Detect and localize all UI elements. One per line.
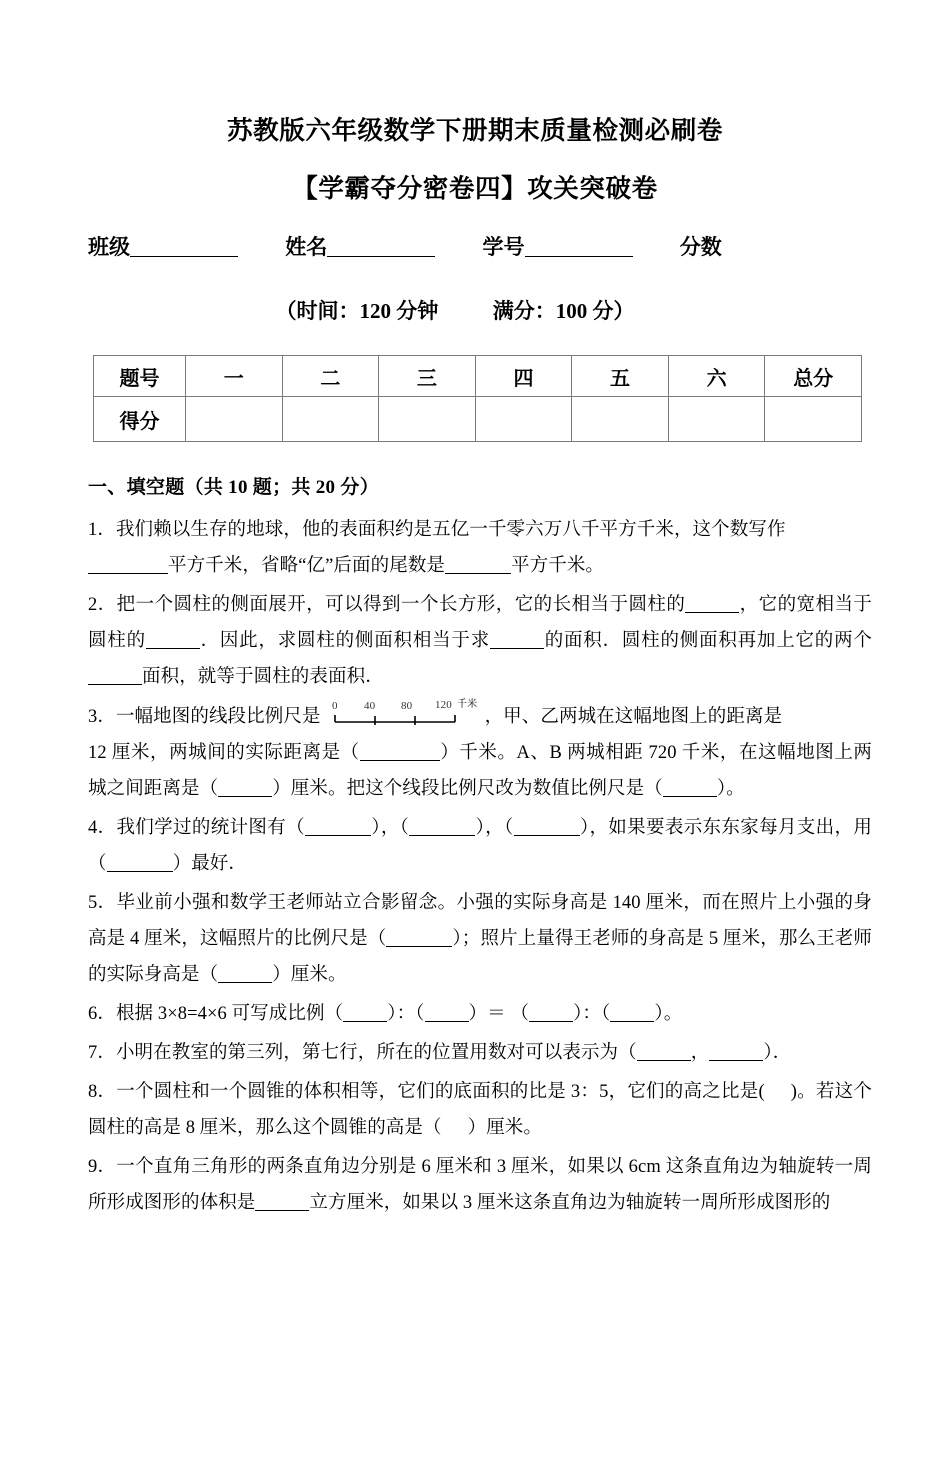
svg-text:0: 0 (331, 700, 338, 713)
score-table-col-6: 六 (668, 356, 765, 397)
score-table-col-total: 总分 (765, 356, 862, 397)
question-5-number: 5． (88, 893, 117, 914)
question-3-blank-1[interactable] (360, 760, 440, 761)
question-6-text-2: ）：（ (387, 1004, 425, 1025)
page-title: 苏教版六年级数学下册期末质量检测必刷卷 (227, 116, 723, 145)
question-3 (88, 698, 872, 807)
question-7-text-1: 小明在教室的第三列，第七行，所在的位置用数对可以表示为（ (115, 1043, 637, 1064)
question-2 (88, 587, 872, 695)
question-2-text-5: 面积，就等于圆柱的表面积． (142, 667, 384, 688)
svg-text:千米: 千米 (456, 699, 477, 711)
question-8-number: 8． (88, 1082, 117, 1103)
question-4-text-3: ），（ (475, 818, 514, 839)
student-info-row (0, 234, 950, 261)
student-id-label: 学号 (482, 235, 525, 260)
question-2-number: 2． (88, 595, 117, 616)
question-3-blank-3[interactable] (663, 796, 717, 797)
question-2-text-1: 把一个圆柱的侧面展开，可以得到一个长方形，它的长相当于圆柱的 (116, 595, 686, 616)
question-8-text-2: )。若这个圆柱的高是 8 厘米，那么这个圆锥的高是（ (88, 1082, 872, 1139)
question-6-number: 6． (88, 1004, 116, 1025)
question-4-number: 4． (88, 818, 117, 839)
question-2-blank-1[interactable] (685, 612, 739, 613)
exam-content (0, 472, 950, 1221)
score-row-label: 得分 (94, 397, 186, 442)
question-4-blank-2[interactable] (409, 835, 475, 836)
student-id-field[interactable] (483, 234, 633, 261)
question-5-blank-1[interactable] (386, 946, 452, 947)
question-5-blank-2[interactable] (218, 982, 272, 983)
score-label: 分数 (679, 235, 722, 260)
question-6-text-1: 根据 3×8=4×6 可写成比例（ (115, 1004, 344, 1025)
score-cell-6[interactable] (668, 397, 765, 442)
score-table-row-label: 题号 (94, 356, 186, 397)
question-2-blank-3[interactable] (490, 648, 544, 649)
svg-text:80: 80 (400, 700, 412, 713)
question-6-blank-4[interactable] (610, 1021, 654, 1022)
exam-page (0, 116, 950, 1460)
exam-duration: （时间：120 分钟 (275, 299, 439, 324)
question-2-blank-2[interactable] (146, 648, 200, 649)
name-blank[interactable] (327, 256, 435, 257)
question-4-text-4: ），如果要表示东东家每月支出，用（ (88, 818, 872, 875)
exam-total-score: 满分：100 分） (492, 299, 635, 324)
exam-meta-row (0, 295, 950, 325)
question-4-text-2: ），（ (370, 818, 410, 839)
question-4-blank-4[interactable] (107, 871, 173, 872)
question-7 (88, 1035, 872, 1071)
question-6-blank-3[interactable] (529, 1021, 573, 1022)
question-4-blank-3[interactable] (514, 835, 580, 836)
score-cell-5[interactable] (572, 397, 669, 442)
question-8 (88, 1074, 872, 1146)
question-3-blank-2[interactable] (218, 796, 272, 797)
svg-text:40: 40 (363, 700, 375, 713)
score-cell-total[interactable] (765, 397, 862, 442)
question-7-text-2: ， (690, 1043, 710, 1064)
table-row-header (94, 356, 862, 397)
question-2-text-3: ．因此，求圆柱的侧面积相当于求 (199, 631, 490, 652)
question-9 (88, 1149, 872, 1221)
question-1-number: 1． (88, 520, 116, 541)
score-table-col-4: 四 (475, 356, 572, 397)
question-6-text-5: ）。 (654, 1004, 683, 1025)
question-1-text-c: 平方千米。 (511, 556, 605, 577)
question-2-blank-4[interactable] (88, 684, 142, 685)
question-7-text-3: ）． (763, 1043, 792, 1064)
question-4 (88, 810, 872, 882)
question-7-number: 7． (88, 1043, 116, 1064)
score-table (93, 355, 862, 442)
question-3-text-6: ）。 (716, 779, 745, 800)
score-cell-1[interactable] (186, 397, 283, 442)
table-row (94, 397, 862, 442)
score-cell-3[interactable] (379, 397, 476, 442)
student-id-blank[interactable] (525, 256, 633, 257)
question-3-number: 3． (88, 707, 116, 728)
question-9-number: 9． (88, 1157, 117, 1178)
question-4-text-5: ）最好． (172, 854, 248, 875)
title-block (0, 116, 950, 204)
question-7-blank-2[interactable] (709, 1060, 763, 1061)
score-cell-4[interactable] (475, 397, 572, 442)
question-3-text-4: ）千米。A、B 两城相距 720 千米，在这幅地图上两城之间距离是（ (88, 743, 872, 800)
score-table-col-5: 五 (572, 356, 669, 397)
question-6-text-3: ）＝ （ (468, 1004, 530, 1025)
score-table-col-1: 一 (186, 356, 283, 397)
question-2-text-4: 的面积．圆柱的侧面积再加上它的两个 (544, 631, 872, 652)
score-table-wrap (0, 355, 950, 442)
page-subtitle: 【学霸夺分密卷四】攻关突破卷 (292, 173, 658, 203)
question-3-text-3: 12 厘米，两城间的实际距离是（ (88, 743, 360, 764)
class-field[interactable] (88, 234, 238, 261)
question-6 (88, 996, 872, 1032)
question-5-text-2: ）；照片上量得王老师的身高是 5 厘米，那么王老师的实际身高是（ (88, 929, 872, 986)
question-6-text-4: ）：（ (573, 1004, 611, 1025)
question-1-blank-1[interactable] (88, 573, 168, 574)
question-5-text-1: 毕业前小强和数学王老师站立合影留念。小强的实际身高是 140 厘米，而在照片上小强的身高是 4 厘米，这幅照片的比例尺是（ (88, 893, 872, 950)
class-label: 班级 (88, 235, 130, 260)
question-3-text-2: ，甲、乙两城在这幅地图上的距离是 (484, 707, 783, 728)
class-blank[interactable] (130, 256, 238, 257)
name-label: 姓名 (285, 235, 328, 260)
question-4-text-1: 我们学过的统计图有（ (116, 818, 305, 839)
question-7-blank-1[interactable] (637, 1060, 691, 1061)
question-9-text-2: 立方厘米，如果以 3 厘米这条直角边为轴旋转一周所形成图形的 (309, 1193, 831, 1214)
section-heading-fill-in-blank: 一、填空题（共 10 题；共 20 分） (88, 477, 380, 499)
question-2-text-2: ，它的宽相当于圆柱的 (88, 595, 872, 652)
question-8-text-3: ）厘米。 (467, 1118, 543, 1139)
question-1 (88, 512, 872, 584)
score-table-col-3: 三 (379, 356, 476, 397)
linear-scale-bar-diagram (327, 698, 479, 728)
question-3-text-1: 一幅地图的线段比例尺是 (115, 707, 321, 728)
question-5-text-3: ）厘米。 (272, 965, 347, 986)
question-1-text-b: 平方千米，省略“亿”后面的尾数是 (168, 556, 446, 577)
question-4-blank-1[interactable] (305, 835, 371, 836)
question-6-blank-1[interactable] (343, 1021, 387, 1022)
score-field (680, 234, 722, 261)
question-6-blank-2[interactable] (425, 1021, 469, 1022)
question-5 (88, 885, 872, 993)
question-8-text-1: 一个圆柱和一个圆锥的体积相等，它们的底面积的比是 3：5，它们的高之比是( (116, 1082, 765, 1103)
score-cell-2[interactable] (282, 397, 379, 442)
question-1-blank-2[interactable] (445, 573, 511, 574)
question-9-text-1: 一个直角三角形的两条直角边分别是 6 厘米和 3 厘米，如果以 6cm 这条直角边为轴旋转一周所形成图形的体积是 (88, 1157, 872, 1214)
score-table-col-2: 二 (282, 356, 379, 397)
name-field[interactable] (285, 234, 435, 261)
question-9-blank-1[interactable] (255, 1210, 309, 1211)
svg-text:120: 120 (434, 699, 452, 712)
question-3-text-5: ）厘米。把这个线段比例尺改为数值比例尺是（ (272, 779, 663, 800)
question-1-text-a: 我们赖以生存的地球，他的表面积约是五亿一千零六万八千平方千米，这个数写作 (115, 520, 786, 541)
